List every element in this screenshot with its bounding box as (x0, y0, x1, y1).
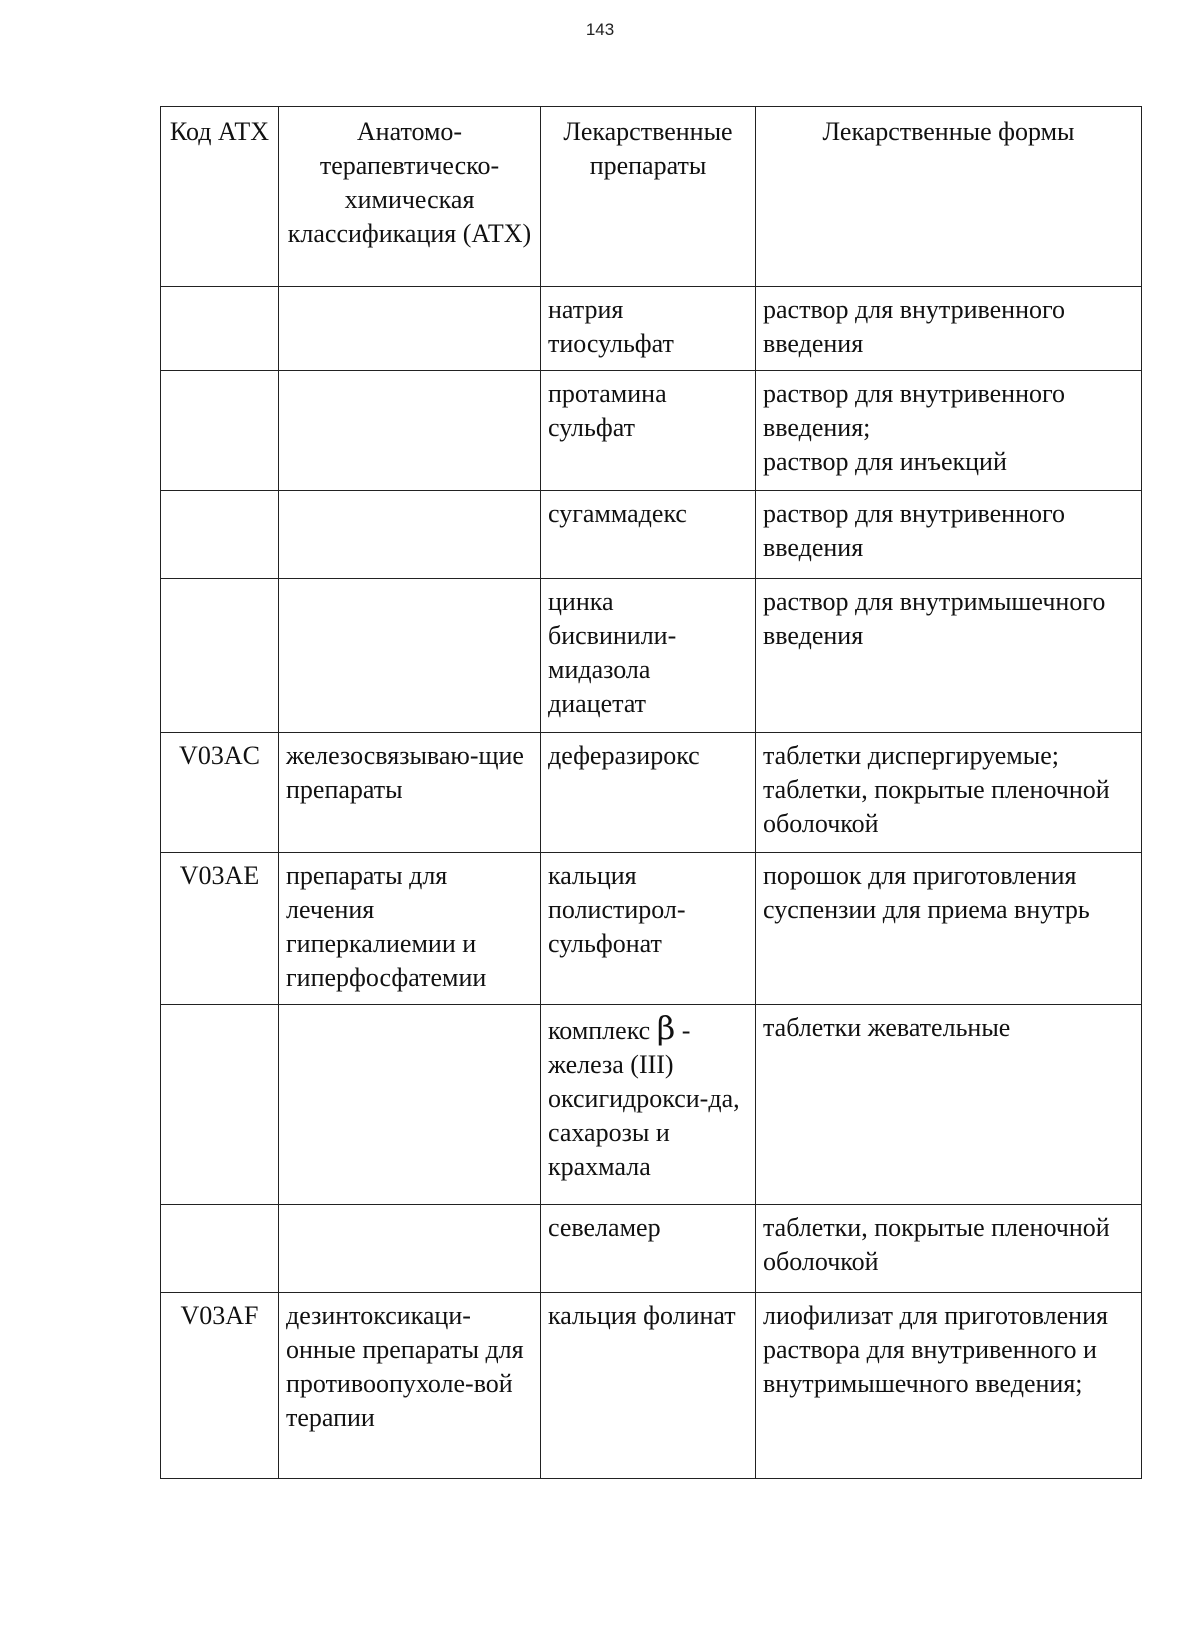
cell-classification (279, 371, 541, 491)
cell-drug: сугаммадекс (541, 491, 756, 579)
cell-drug: севеламер (541, 1205, 756, 1293)
cell-classification: железосвязываю-щие препараты (279, 733, 541, 853)
table-header-row (161, 107, 1142, 287)
cell-forms (756, 491, 1142, 579)
cell-code: V03AF (161, 1293, 279, 1479)
header-drugs: Лекарственные препараты (541, 107, 756, 287)
table-row (161, 287, 1142, 371)
cell-code (161, 491, 279, 579)
drug-suffix: - железа (III) оксигидрокси-да, сахарозы и крахмала (548, 1016, 740, 1181)
form-line: раствор для внутривенного введения (763, 295, 1065, 358)
cell-forms (756, 1293, 1142, 1479)
cell-code: V03AC (161, 733, 279, 853)
cell-code (161, 287, 279, 371)
header-classification: Анатомо-терапевтическо-химическая классификация (АТХ) (279, 107, 541, 287)
table-row (161, 1293, 1142, 1479)
form-line: таблетки жевательные (763, 1013, 1011, 1042)
table-row (161, 371, 1142, 491)
cell-code: V03AE (161, 853, 279, 1005)
cell-drug: протамина сульфат (541, 371, 756, 491)
cell-classification (279, 579, 541, 733)
table-row (161, 1205, 1142, 1293)
form-line: порошок для приготовления суспензии для приема внутрь (763, 861, 1090, 924)
table-row (161, 491, 1142, 579)
cell-classification (279, 1005, 541, 1205)
form-line: таблетки, покрытые пленочной оболочкой (763, 1213, 1110, 1276)
form-line: раствор для внутримышечного введения (763, 587, 1106, 650)
table-row (161, 1005, 1142, 1205)
cell-drug: кальция фолинат (541, 1293, 756, 1479)
cell-drug: кальция полистирол-сульфонат (541, 853, 756, 1005)
cell-code (161, 371, 279, 491)
header-code: Код АТХ (161, 107, 279, 287)
cell-drug (541, 1005, 756, 1205)
form-line: лиофилизат для приготовления раствора для внутривенного и внутримышечного введения; (763, 1301, 1108, 1398)
cell-classification (279, 287, 541, 371)
form-line: раствор для внутривенного введения; (763, 379, 1065, 442)
table-row (161, 853, 1142, 1005)
drug-prefix: комплекс (548, 1016, 651, 1045)
cell-drug: деферазирокс (541, 733, 756, 853)
cell-code (161, 1205, 279, 1293)
cell-forms (756, 1205, 1142, 1293)
cell-forms (756, 287, 1142, 371)
header-forms: Лекарственные формы (756, 107, 1142, 287)
cell-code (161, 579, 279, 733)
cell-forms (756, 1005, 1142, 1205)
cell-classification (279, 1205, 541, 1293)
cell-classification: препараты для лечения гиперкалиемии и гиперфосфатемии (279, 853, 541, 1005)
cell-drug: натрия тиосульфат (541, 287, 756, 371)
atx-drug-table (160, 106, 1142, 1479)
table-row (161, 579, 1142, 733)
cell-forms (756, 853, 1142, 1005)
form-line: таблетки диспергируемые; (763, 741, 1059, 770)
beta-symbol: β (656, 1009, 676, 1047)
cell-forms (756, 371, 1142, 491)
cell-forms (756, 579, 1142, 733)
cell-drug: цинка бисвинили-мидазола диацетат (541, 579, 756, 733)
cell-classification: дезинтоксикаци-онные препараты для противоопухоле-вой терапии (279, 1293, 541, 1479)
form-line: раствор для внутривенного введения (763, 499, 1065, 562)
form-line: раствор для инъекций (763, 447, 1007, 476)
page-number: 143 (585, 20, 615, 39)
cell-code (161, 1005, 279, 1205)
cell-forms (756, 733, 1142, 853)
table-row (161, 733, 1142, 853)
form-line: таблетки, покрытые пленочной оболочкой (763, 775, 1110, 838)
cell-classification (279, 491, 541, 579)
